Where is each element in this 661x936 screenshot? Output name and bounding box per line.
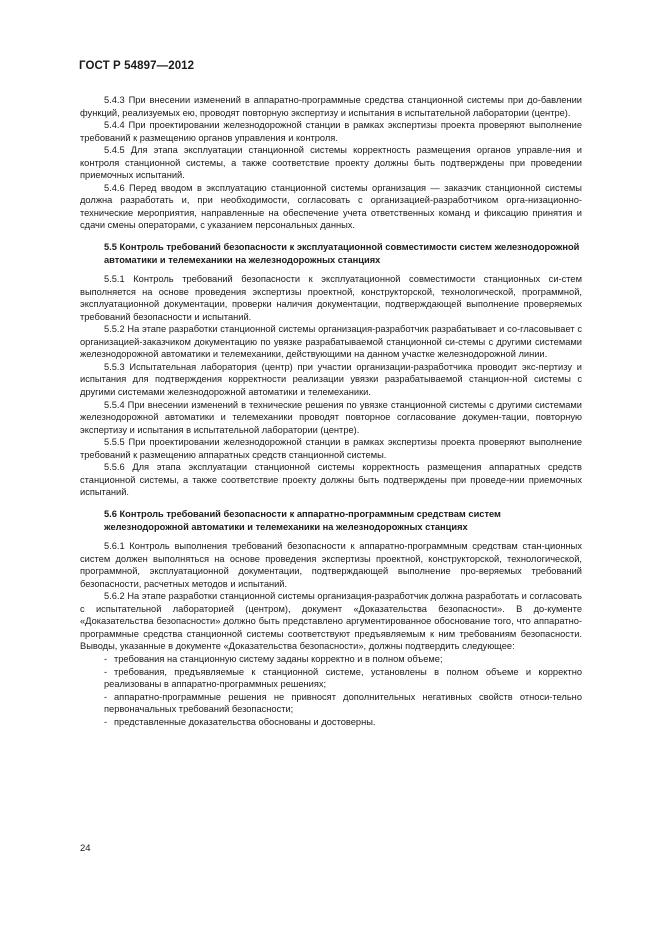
dash-marker: - [104, 716, 108, 727]
list-item [80, 691, 582, 716]
document-header: ГОСТ Р 54897—2012 [79, 60, 195, 72]
section-title-5-6: 5.6 Контроль требований безопасности к аппаратно-программным средствам систем железнодорожной автоматики и телемеханики на железнодорожных станциях [104, 508, 501, 532]
document-body [80, 94, 582, 728]
list-item-text: требования, предъявляемые к станционной системе, установлены в полном объеме и корректно реализованы в аппаратно-программных решениях; [104, 666, 582, 690]
paragraph-5-5-5: 5.5.5 При проектировании железнодорожной станции в рамках экспертизы проекта проверяют выполнение требований к размещению аппаратных средств станционной системы. [80, 437, 582, 460]
paragraph-5-6-2: 5.6.2 На этапе разработки станционной системы организация-разработчик должна разработать и согласовать с испытательной лабораторией (центром), документ «Доказательства безопасности». В до-кументе «Доказательства безопасности» должно быть представлено аргументированное обоснование того, что аппаратно-программные средства станционной системы соответствуют предъявляемым к ним требованиям безопасности. Выводы, указанные в документе «Доказательства безопасности», должны подтвердить следующее: [80, 591, 582, 652]
list-item-text: аппаратно-программные решения не привносят дополнительных негативных свойств относи-тельно первоначальных требований безопасности; [104, 691, 582, 715]
dash-marker: - [104, 666, 108, 677]
paragraph-5-5-3: 5.5.3 Испытательная лаборатория (центр) при участии организации-разработчика проводит экс-пертизу и испытания для подтверждения корректности реализации увязки разрабатываемой станцион-ной системы с другими системами железнодорожной автоматики и телемеханики. [80, 361, 582, 398]
list-item [80, 666, 582, 691]
list-item-text: требования на станционную систему заданы корректно и в полном объеме; [114, 653, 443, 664]
paragraph-5-5-4: 5.5.4 При внесении изменений в технические решения по увязке станционной системы с другими системами железнодорожной автоматики и телемеханики проводят повторное согласование докумен-тации, повторную экспертизу и испытания в испытательной лаборатории (центре). [80, 399, 582, 435]
paragraph-5-4-4: 5.4.4 При проектировании железнодорожной станции в рамках экспертизы проекта проверяют выполнение требований к размещению органов управления и контроля. [80, 120, 582, 143]
page-number: 24 [80, 843, 91, 854]
paragraph-5-5-2: 5.5.2 На этапе разработки станционной системы организация-разработчик разрабатывает и со-гласовывает с организацией-заказчиком документацию по увязке разрабатываемой станционной си-стемы с другими системами железнодорожной автоматики и телемеханики, действующими на данном участке железнодорожной линии. [80, 324, 582, 360]
list-item-text: представленные доказательства обоснованы и достоверны. [114, 716, 376, 727]
list-item [80, 653, 582, 666]
paragraph-5-4-5: 5.4.5 Для этапа эксплуатации станционной системы корректность размещения органов управле-ния и контроля станционной системы, а также соответствие проекту должны быть подтверждены при проведении приемочных испытаний. [80, 145, 582, 181]
dash-marker: - [104, 691, 108, 702]
section-title-5-5: 5.5 Контроль требований безопасности к эксплуатационной совместимости систем железнодорожной автоматики и телемеханики на железнодорожных станциях [104, 242, 580, 265]
paragraph-5-4-6: 5.4.6 Перед вводом в эксплуатацию станционной системы организация — заказчик станционной системы должна разработать и, при необходимости, согласовать с организацией-разработчиком орга-низационно-технические мероприятия, направленные на обеспечение учета ответственных команд и фиксацию принятия и сдачи смены операторами, с указанием персональных данных. [80, 182, 582, 231]
paragraph-5-5-1: 5.5.1 Контроль требований безопасности к эксплуатационной совместимости станционных си-стем выполняется на основе проведения экспертизы проектной, конструкторской, технологической, программной, эксплуатационной документации, проверки наличия документации, подтверждающей выполнение проверяемых требований безопасности и испытаний. [80, 274, 582, 322]
paragraph-5-5-6: 5.5.6 Для этапа эксплуатации станционной системы корректность размещения аппаратных средств станционной системы, а также соответствие проекту должны быть подтверждены при проведе-нии приемочных испытаний. [80, 462, 582, 498]
paragraph-5-6-1: 5.6.1 Контроль выполнения требований безопасности к аппаратно-программным средствам стан-ционных систем должен выполняться на основе проведения экспертизы проектной, конструкторской, технологической, программной, эксплуатационной документации, подтверждающей выполнение про-веряемых требований безопасности, расчетных методов и испытаний. [80, 541, 582, 589]
list-item [80, 716, 582, 729]
paragraph-5-4-3: 5.4.3 При внесении изменений в аппаратно-программные средства станционной системы при до-бавлении функций, реализуемых ею, проводят повторную экспертизу и испытания в испытательной лаборатории (центре). [80, 95, 582, 118]
dash-marker: - [104, 653, 108, 664]
